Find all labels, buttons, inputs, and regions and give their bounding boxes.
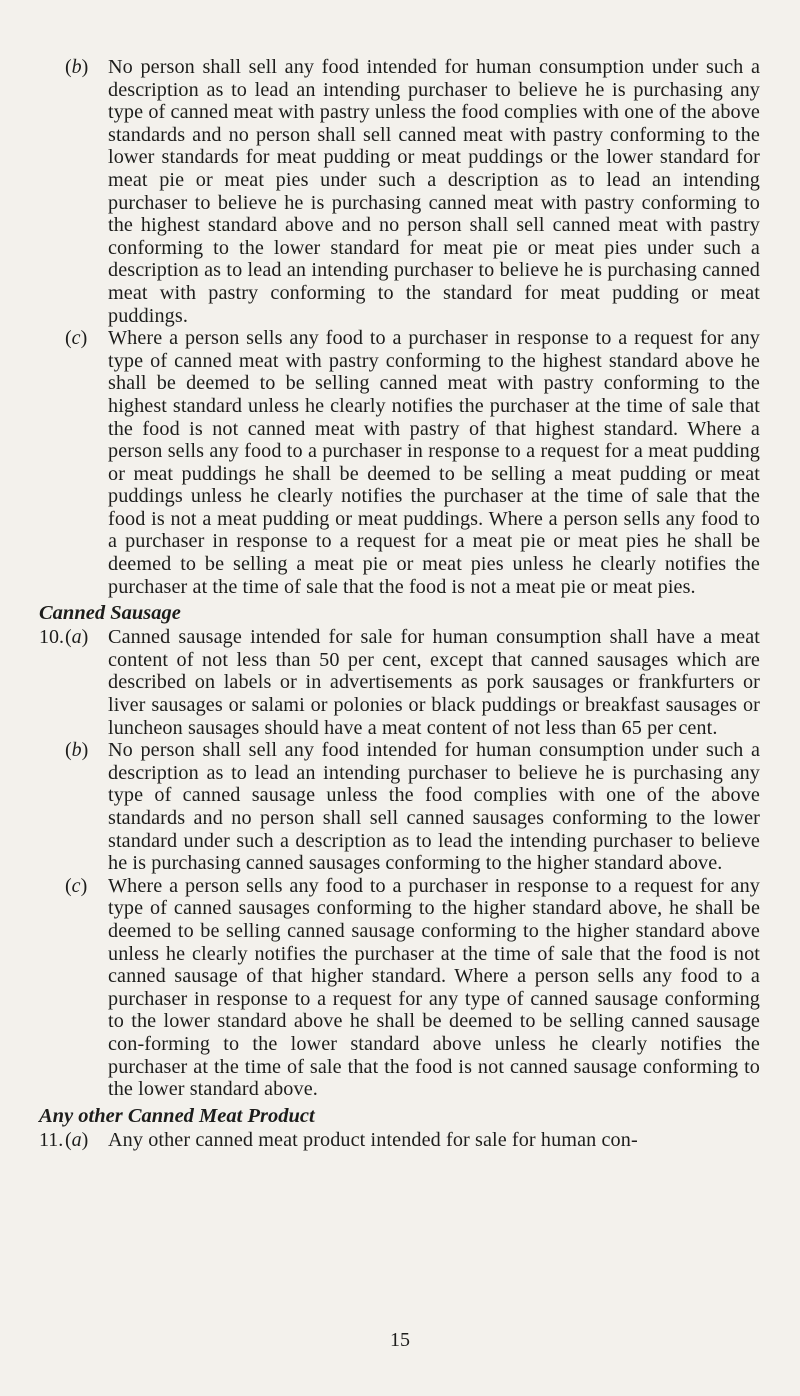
paragraph-text: Where a person sells any food to a purchaser in response to a request for any type of canned meat with pastry conforming to the highest standard above he shall be deemed to be selling canned meat with pastry conforming to the highest standard unless he clearly notifies the purchaser at the time of sale that the food is not canned meat with pastry of that highest standard. Where a person sells any food to a purchaser in response to a request for a meat pudding or meat puddings he shall be deemed to be selling a meat pudding or meat puddings unless he clearly notifies the purchaser at the time of sale that the food is not a meat pudding or meat puddings. Where a person sells any food to a purchaser in response to a request for a meat pie or meat pies he shall be deemed to be selling a meat pie or meat pies unless he clearly notifies the purchaser at the time of sale that the food is not a meat pie or meat pies. [108, 327, 760, 598]
paragraph-text: Canned sausage intended for sale for human consumption shall have a meat content of not less than 50 per cent, except that canned sausages which are described on labels or in advertisements as pork sausages or frankfurters or liver sausages or salami or polonies or black puddings or breakfast sausages or luncheon sausages should have a meat content of not less than 65 per cent. [108, 626, 760, 739]
paragraph-text: No person shall sell any food intended for human consumption under such a description as to lead an intending purchaser to believe he is purchasing any type of canned meat with pastry unless the food complies with one of the above standards and no person shall sell canned meat with pastry conforming to the lower standards for meat pudding or meat puddings or the lower standard for meat pie or meat pies under such a description as to lead an intending purchaser to believe he is purchasing canned meat with pastry conforming to the highest standard above and no person shall sell canned meat with pastry conforming to the lower standard for meat pie or meat pies under such a description as to lead an intending purchaser to believe he is purchasing canned meat with pastry conforming to the standard for meat pudding or meat puddings. [108, 56, 760, 327]
paragraph-10c [39, 875, 760, 1101]
paragraph-text: No person shall sell any food intended for human consumption under such a description as to lead an intending purchaser to believe he is purchasing any type of canned sausage unless the food complies with one of the above standards and no person shall sell canned sausages conforming to the lower standard under such a description as to lead the intending purchaser to believe he is purchasing canned sausages conforming to the higher standard above. [108, 739, 760, 875]
paragraph-11a [39, 1129, 760, 1152]
paragraph-marker: (c) [65, 327, 88, 350]
marker-letter: c [71, 874, 81, 897]
page-number: 15 [390, 1329, 410, 1351]
paragraph-text: Where a person sells any food to a purchaser in response to a request for any type of canned sausages conforming to the higher standard above, he shall be deemed to be selling canned sausage conforming to the higher standard above unless he clearly notifies the purchaser at the time of sale that the food is not canned sausage of that higher standard. Where a person sells any food to a purchaser in response to a request for any type of canned sausage conforming to the lower standard above he shall be deemed to be selling canned sausage con-forming to the lower standard above unless he clearly notifies the purchaser at the time of sale that the food is not canned sausage conforming to the lower standard above. [108, 874, 760, 1101]
paragraph-10b [39, 739, 760, 875]
paragraph-text: Any other canned meat product intended for sale for human con- [108, 1128, 638, 1151]
clause-number: 11. [39, 1128, 64, 1151]
paragraph-marker: (a) [65, 1128, 89, 1151]
marker-letter: a [71, 626, 82, 649]
section-heading-other-canned-meat: Any other Canned Meat Product [39, 1104, 315, 1127]
marker-letter: b [71, 739, 82, 762]
clause-number: 10. [39, 626, 64, 649]
paragraph-marker: (c) [65, 874, 88, 897]
paragraph-10a [39, 626, 760, 739]
marker-letter: b [71, 56, 82, 78]
paragraph-marker: (a) [65, 626, 89, 649]
paragraph-9b [39, 56, 760, 327]
marker-letter: c [71, 327, 81, 350]
paragraph-marker: (b) [65, 56, 89, 78]
marker-letter: a [71, 1128, 82, 1151]
paragraph-9c [39, 327, 760, 598]
paragraph-marker: (b) [65, 739, 89, 762]
section-heading-canned-sausage: Canned Sausage [39, 602, 181, 625]
